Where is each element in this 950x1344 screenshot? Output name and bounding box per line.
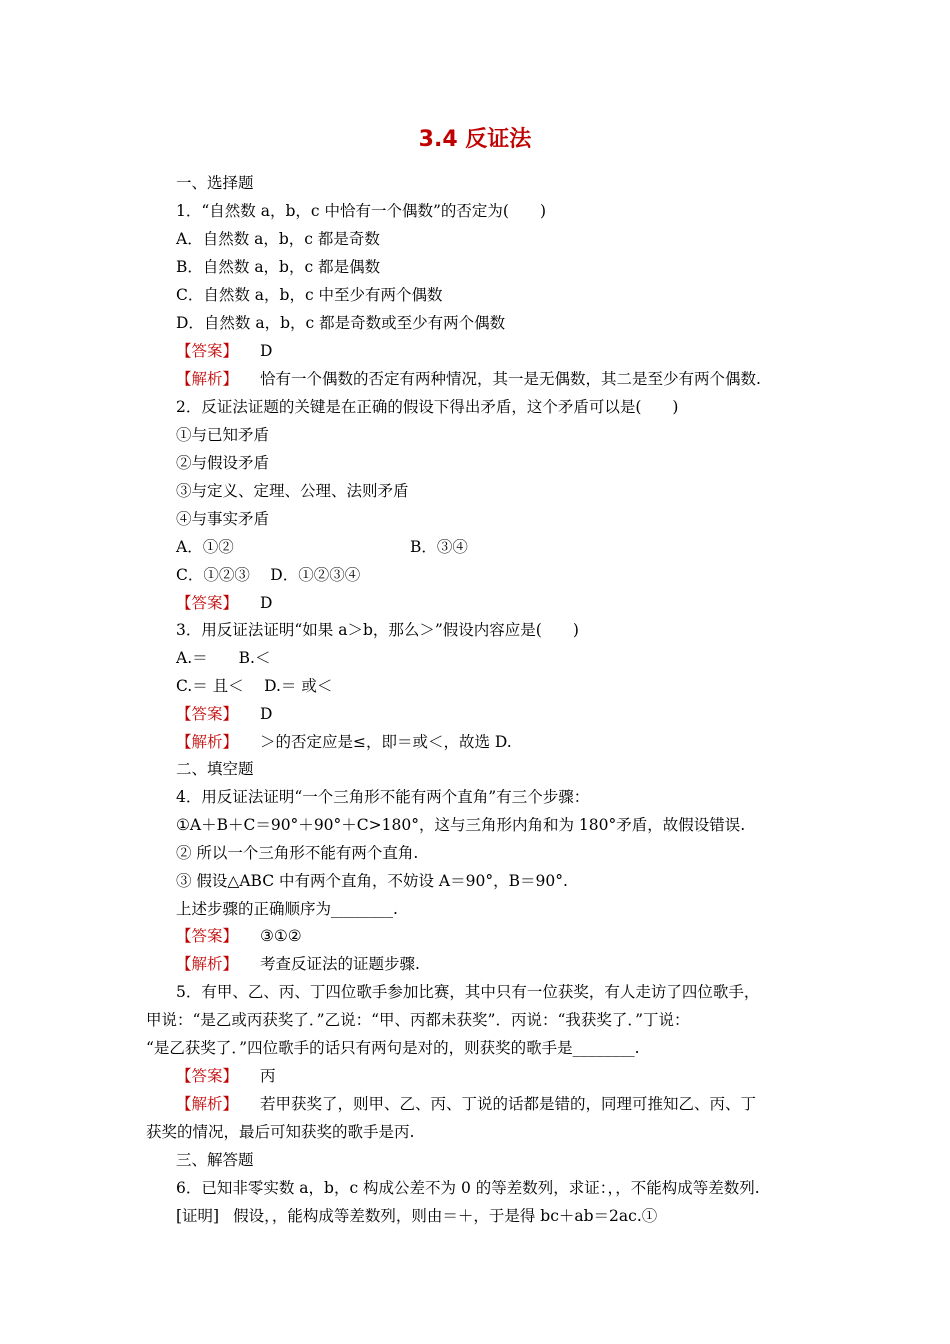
answer-value: 丙 xyxy=(260,1067,276,1085)
q1-option-a: A．自然数 a，b，c 都是奇数 xyxy=(176,230,380,248)
section-heading: 二、填空题 xyxy=(176,760,254,778)
q2-option-b: B．③④ xyxy=(410,538,468,556)
analysis-tag: 【解析】 xyxy=(176,1095,239,1113)
answer-tag: 【答案】 xyxy=(176,705,239,723)
q2-stem: 2．反证法证题的关键是在正确的假设下得出矛盾，这个矛盾可以是( ) xyxy=(176,398,679,416)
answer-tag: 【答案】 xyxy=(176,927,239,945)
q5-line-2: 甲说：“是乙或丙获奖了．”乙说：“甲、丙都未获奖”．丙说：“我获奖了．”丁说： xyxy=(146,1011,690,1029)
q3-stem: 3．用反证法证明“如果 a＞b，那么＞”假设内容应是( ) xyxy=(176,621,579,639)
q5-answer xyxy=(176,1066,276,1086)
answer-tag: 【答案】 xyxy=(176,594,239,612)
answer-value: D xyxy=(260,705,273,723)
q1-option-b: B．自然数 a，b，c 都是偶数 xyxy=(176,258,381,276)
q2-item-2: ②与假设矛盾 xyxy=(176,454,270,472)
q2-item-1: ①与已知矛盾 xyxy=(176,426,270,444)
q3-answer xyxy=(176,704,272,724)
q4-stem: 4．用反证法证明“一个三角形不能有两个直角”有三个步骤： xyxy=(176,788,590,806)
q5-line-3: “是乙获奖了．”四位歌手的话只有两句是对的，则获奖的歌手是________. xyxy=(146,1039,640,1057)
analysis-text: ＞的否定应是≤，即＝或＜，故选 D. xyxy=(260,733,512,751)
q5-line-1: 5．有甲、乙、丙、丁四位歌手参加比赛，其中只有一位获奖，有人走访了四位歌手， xyxy=(176,983,760,1001)
q4-step-1: ①A＋B＋C＝90°＋90°＋C>180°，这与三角形内角和为 180°矛盾，故假设错误. xyxy=(176,816,746,834)
answer-value: ③①② xyxy=(260,927,302,945)
q2-item-4: ④与事实矛盾 xyxy=(176,510,270,528)
answer-value: D xyxy=(260,342,273,360)
q2-option-a: A．①② xyxy=(176,538,234,556)
q1-stem: 1．“自然数 a，b，c 中恰有一个偶数”的否定为( ) xyxy=(176,202,547,220)
q2-answer xyxy=(176,593,272,613)
q1-answer xyxy=(176,341,272,361)
q6-stem: 6．已知非零实数 a，b，c 构成公差不为 0 的等差数列，求证：，，不能构成等差数列. xyxy=(176,1179,760,1197)
q1-analysis xyxy=(176,369,761,389)
answer-tag: 【答案】 xyxy=(176,1067,239,1085)
proof-tag: [证明] xyxy=(176,1207,220,1225)
q3-option-cd: C.＝ 且＜ D.＝ 或＜ xyxy=(176,677,333,695)
q1-option-d: D．自然数 a，b，c 都是奇数或至少有两个偶数 xyxy=(176,314,506,332)
q3-option-ab: A.＝ B.＜ xyxy=(176,649,271,667)
q2-option-cd: C．①②③ D．①②③④ xyxy=(176,566,361,584)
q5-analysis-cont: 获奖的情况，最后可知获奖的歌手是丙. xyxy=(146,1123,415,1141)
q5-analysis xyxy=(176,1094,756,1114)
analysis-tag: 【解析】 xyxy=(176,733,239,751)
q4-step-3: ③ 假设△ABC 中有两个直角，不妨设 A＝90°，B＝90°. xyxy=(176,872,568,890)
answer-value: D xyxy=(260,594,273,612)
q4-analysis xyxy=(176,954,420,974)
q3-analysis xyxy=(176,732,512,752)
q4-ask: 上述步骤的正确顺序为________. xyxy=(176,900,398,918)
analysis-text: 考查反证法的证题步骤. xyxy=(260,955,420,973)
proof-text: 假设，，能构成等差数列，则由＝＋，于是得 bc＋ab＝2ac.① xyxy=(233,1207,658,1225)
section-heading: 一、选择题 xyxy=(176,174,254,192)
q4-answer xyxy=(176,926,302,946)
analysis-tag: 【解析】 xyxy=(176,370,239,388)
q6-proof xyxy=(176,1206,657,1226)
answer-tag: 【答案】 xyxy=(176,342,239,360)
analysis-tag: 【解析】 xyxy=(176,955,239,973)
q4-step-2: ② 所以一个三角形不能有两个直角. xyxy=(176,844,419,862)
q1-option-c: C．自然数 a，b，c 中至少有两个偶数 xyxy=(176,286,443,304)
section-heading: 三、解答题 xyxy=(176,1151,254,1169)
analysis-text: 若甲获奖了，则甲、乙、丙、丁说的话都是错的，同理可推知乙、丙、丁 xyxy=(260,1095,757,1113)
page-title: 3.4 反证法 xyxy=(418,127,532,152)
q2-item-3: ③与定义、定理、公理、法则矛盾 xyxy=(176,482,409,500)
analysis-text: 恰有一个偶数的否定有两种情况，其一是无偶数，其二是至少有两个偶数. xyxy=(260,370,761,388)
